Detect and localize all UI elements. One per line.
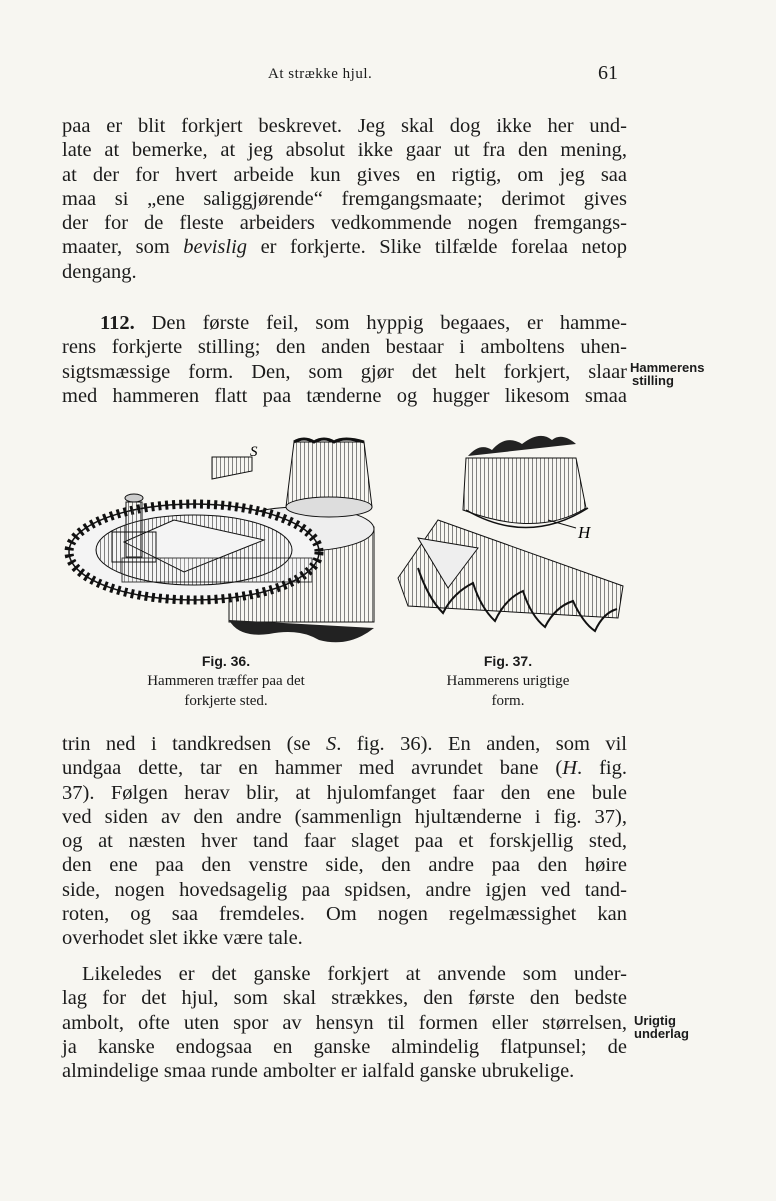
- margin-note-line: stilling: [632, 373, 674, 388]
- text-line: ambolt, ofte uten spor av hensyn til formen eller størrelsen,: [62, 1011, 627, 1034]
- text-run: maater, som: [62, 236, 184, 259]
- margin-note-line: Urigtig: [634, 1013, 676, 1028]
- gear-wheel: [69, 504, 319, 600]
- paragraph-3: [62, 732, 627, 951]
- text-line: sigtsmæssige form. Den, som gjør det helt forkjert, slaar: [62, 360, 627, 383]
- text-run: undgaa dette, tar en hammer med avrundet bane (: [62, 757, 563, 780]
- text-line: [62, 235, 627, 259]
- text-line: overhodet slet ikke være tale.: [62, 927, 303, 950]
- text-line: side, nogen hovedsagelig paa spidsen, andre igjen ved tand-: [62, 878, 627, 901]
- text-line: maa si „ene saliggjørende“ fremgangsmaate; derimot gives: [62, 187, 627, 210]
- figure-36-illustration: [64, 432, 384, 652]
- small-stake: [212, 457, 252, 479]
- text-line: ja kanske endogsaa en ganske almindelig flatpunsel; de: [62, 1035, 627, 1058]
- margin-note-line: underlag: [634, 1026, 689, 1041]
- hammer-head: [286, 439, 372, 517]
- paragraph-1: [62, 114, 627, 284]
- text-line: almindelige smaa runde ambolter er ialfald ganske ubrukelige.: [62, 1060, 575, 1083]
- text-line: med hammeren flatt paa tænderne og hugger likesom smaa: [62, 384, 627, 407]
- text-run: . fig.: [577, 757, 627, 780]
- margin-note-hammer-position: [630, 361, 704, 387]
- text-line: dengang.: [62, 260, 137, 283]
- text-line: late at bemerke, at jeg absolut ikke gaar ut fra den mening,: [62, 139, 627, 162]
- text-line: roten, og saa fremdeles. Om nogen regelmæssighet kan: [62, 903, 627, 926]
- margin-note-wrong-underlay: [634, 1014, 689, 1040]
- text-line: ved siden av den andre (sammenlign hjultænderne i fig. 37),: [62, 805, 627, 828]
- caption-line: form.: [491, 693, 525, 709]
- caption-line: Hammerens urigtige: [446, 673, 570, 689]
- paragraph-4: [62, 962, 627, 1083]
- text-line: 37). Følgen herav blir, at hjulomfanget faar den ene bule: [62, 781, 627, 804]
- text-run: Den første feil, som hyppig begaaes, er hamme-: [134, 312, 627, 334]
- italic-ref: S: [325, 733, 337, 755]
- section-number: 112.: [100, 312, 135, 334]
- text-line: [62, 756, 627, 780]
- figure-36-caption: [96, 651, 356, 711]
- text-line: Likeledes er det ganske forkjert at anvende som under-: [82, 963, 627, 985]
- caption-line: Hammeren træffer paa det: [147, 673, 305, 689]
- caption-line: forkjerte sted.: [184, 693, 268, 709]
- text-line: og at næsten hver tand faar slaget paa et forskjellig sted,: [62, 830, 627, 853]
- text-line: [62, 732, 627, 756]
- text-line: den ene paa den venstre side, den andre paa den høire: [62, 854, 627, 877]
- italic-term: bevislig: [183, 236, 248, 259]
- text-line: der for de fleste arbeiders vedkommende nogen fremgangs-: [62, 212, 627, 235]
- text-line: lag for det hjul, som skal strækkes, den første den bedste: [62, 987, 627, 1010]
- text-run: er forkjerte. Slike tilfælde forelaa netop: [247, 236, 627, 259]
- margin-note-line: Hammerens: [630, 360, 705, 375]
- paragraph-2: [62, 311, 627, 408]
- text-line: [62, 311, 627, 335]
- figure-37-illustration: [388, 428, 628, 653]
- figure-37-caption: [408, 651, 608, 711]
- page-number: 61: [598, 62, 618, 84]
- figure-label: Fig. 37.: [483, 653, 533, 669]
- text-line: rens forkjerte stilling; den anden bestaar i amboltens uhen-: [62, 336, 627, 359]
- italic-ref: H: [562, 757, 578, 780]
- figure-label-h: H: [578, 523, 591, 542]
- text-run: trin ned i tandkredsen (se: [62, 733, 326, 755]
- rounded-hammer: [463, 436, 588, 528]
- text-line: paa er blit forkjert beskrevet. Jeg skal dog ikke her und-: [62, 115, 627, 137]
- figure-label: Fig. 36.: [201, 653, 251, 669]
- running-header: At strække hjul.: [268, 66, 373, 82]
- text-line: at der for hvert arbeide kun gives en rigtig, om jeg saa: [62, 163, 627, 186]
- figure-label-s: S: [250, 444, 258, 460]
- text-run: . fig. 36). En anden, som vil: [336, 733, 627, 755]
